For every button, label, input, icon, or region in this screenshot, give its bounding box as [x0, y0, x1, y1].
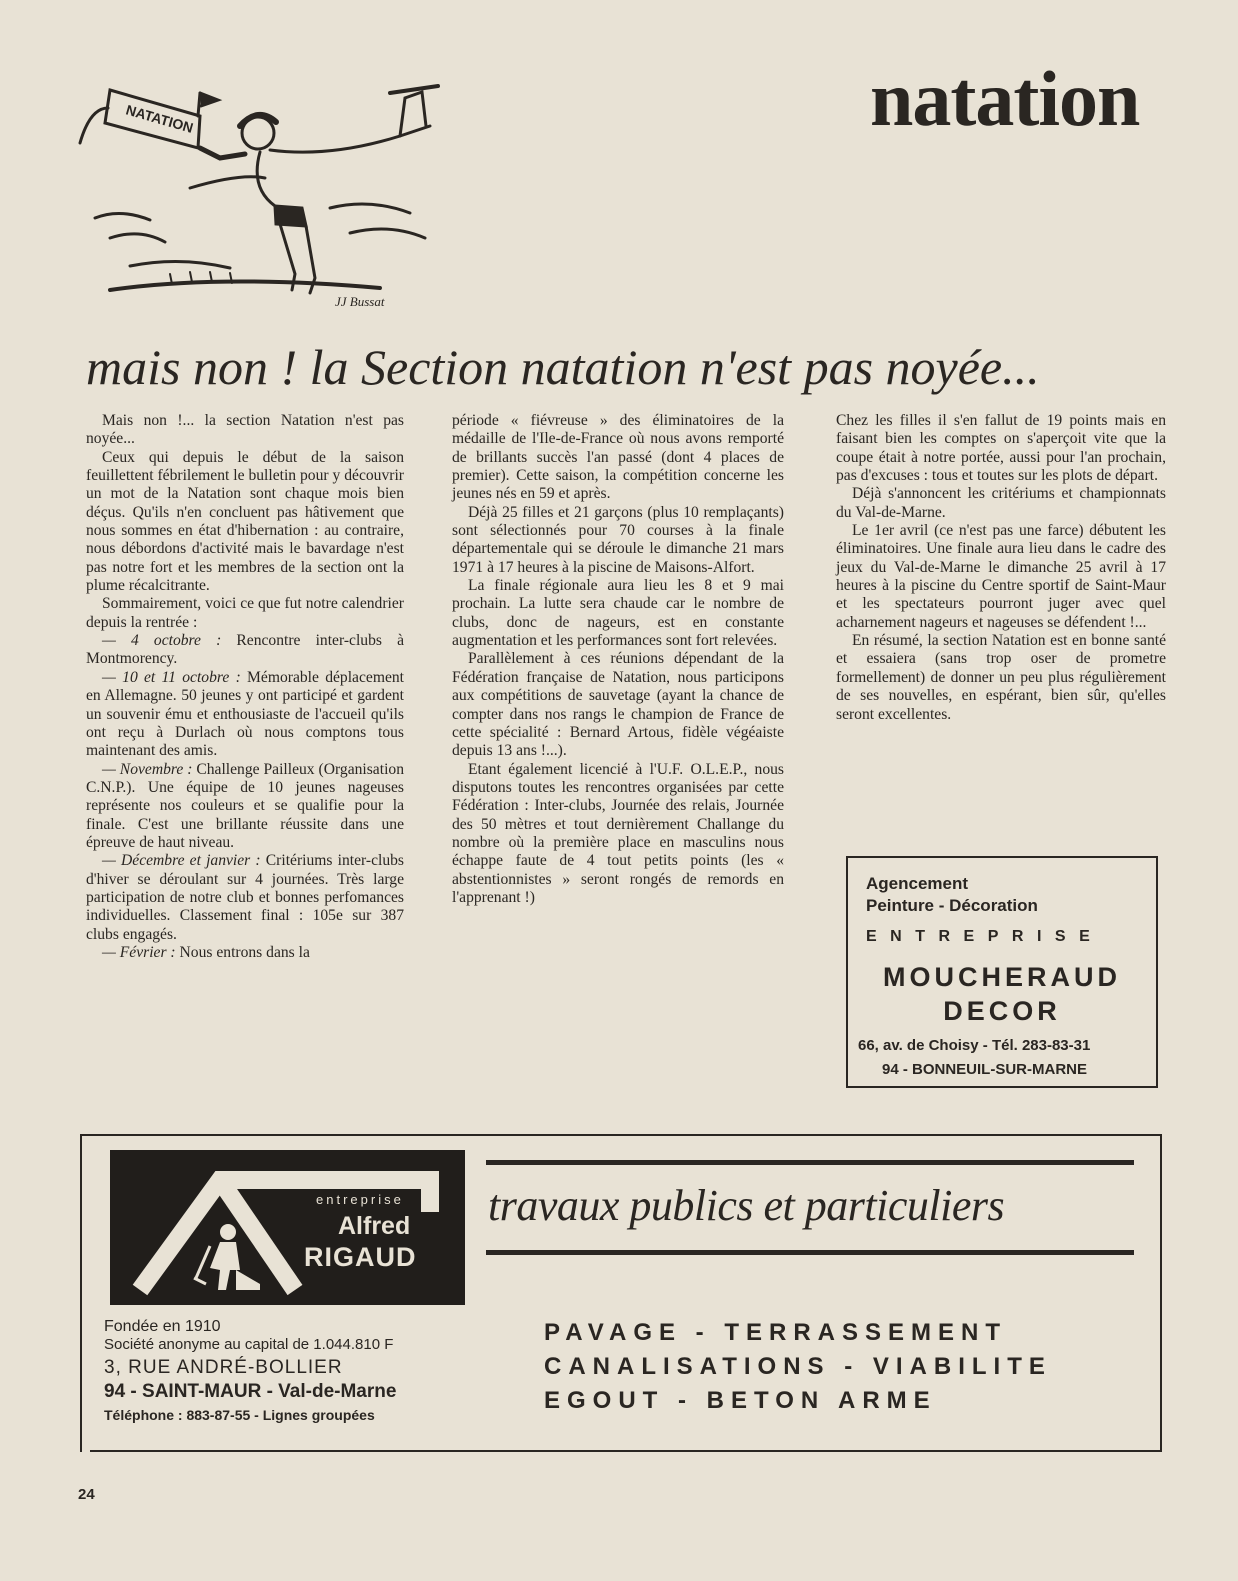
paragraph: Ceux qui depuis le début de la saison feuillettent fébrilement le bulletin pour y découvrir un mot de la Natation sont chaque mois bien déçus. Qu'ils n'en concluent pas hâtivement que nous sommes en état d'hibernation : au contraire, nous débordons d'activité mais le bavardage n'est pas notre fort et les membres de la section ont la plume récalcitrante.	[86, 448, 404, 595]
article-headline: mais non ! la Section natation n'est pas noyée...	[86, 339, 1040, 395]
founded-text: Fondée en 1910	[104, 1318, 221, 1335]
swimmer-illustration	[70, 78, 450, 316]
divider	[90, 1450, 1160, 1452]
paragraph: Déjà s'annoncent les critériums et championnats du Val-de-Marne.	[836, 485, 1166, 521]
page-number: 24	[78, 1486, 95, 1503]
paragraph: En résumé, la section Natation est en bonne santé et essaiera (sans trop oser de prometre formellement) de donner un peu plus régulièrement de ses nouvelles, en espérant, bien sûr, qu'elles seront excellentes.	[836, 632, 1166, 723]
rigaud-logo	[110, 1150, 465, 1305]
calendar-entry	[86, 852, 404, 944]
worker-icon	[110, 1150, 465, 1305]
advertisement-rigaud	[80, 1134, 1162, 1452]
capital-text: Société anonyme au capital de 1.044.810 F	[104, 1336, 394, 1353]
street-address: 3, RUE ANDRÉ-BOLLIER	[104, 1357, 343, 1378]
article-column-2	[452, 412, 784, 907]
artist-signature: JJ Bussat	[335, 294, 385, 309]
company-info	[104, 1318, 396, 1423]
advertisement-moucheraud	[846, 856, 1158, 1088]
entry-text: Challenge Pailleux (Organisation C.N.P.). Une équipe de 10 jeunes nageuses représente nos couleurs et se qualifie pour la finale. C'est une brillante réussite dans une épreuve de haut niveau.	[86, 760, 404, 851]
ad-line: Peinture - Décoration	[866, 896, 1038, 915]
entry-date: — 10 et 11 octobre :	[102, 668, 241, 686]
calendar-entry	[86, 632, 404, 669]
paragraph: Chez les filles il s'en fallut de 19 points mais en faisant bien les comptes on s'aperçoit vite que la coupe était à notre portée, aussi pour l'an prochain, pas d'excuses : tous et toutes sur les plots de départ.	[836, 412, 1166, 485]
service-line: CANALISATIONS - VIABILITE	[544, 1353, 1052, 1380]
section-title: natation	[870, 55, 1140, 142]
ad-tagline: travaux publics et particuliers	[488, 1181, 1005, 1230]
phone-number: Téléphone : 883-87-55 - Lignes groupées	[104, 1407, 375, 1423]
ad-address: 66, av. de Choisy - Tél. 283-83-31	[858, 1037, 1091, 1054]
ad-city: 94 - BONNEUIL-SUR-MARNE	[882, 1061, 1088, 1078]
ad-company-name: MOUCHERAUD	[883, 962, 1121, 992]
calendar-entry	[86, 761, 404, 853]
entry-date: — Décembre et janvier :	[102, 852, 261, 870]
entry-date: — Novembre :	[102, 760, 193, 778]
article-column-1	[86, 412, 404, 962]
paragraph: La finale régionale aura lieu les 8 et 9 mai prochain. La lutte sera chaude car le nombre de clubs, donc de nageurs, est en constante augmentation et les performances sont fort relevées.	[452, 577, 784, 650]
entry-text: Nous entrons dans la	[175, 943, 310, 961]
paragraph: Déjà 25 filles et 21 garçons (plus 10 remplaçants) sont sélectionnés pour 70 courses à la finale départementale qui se déroule le dimanche 21 mars 1971 à 17 heures à la piscine de Maisons-Alfort.	[452, 503, 784, 576]
logo-entreprise: entreprise	[316, 1192, 404, 1207]
services-list	[544, 1316, 1052, 1418]
entry-date: — 4 octobre :	[102, 632, 222, 650]
calendar-entry	[86, 669, 404, 761]
ad-company-name: DECOR	[943, 996, 1061, 1026]
entry-text: Mémorable déplacement en Allemagne. 50 jeunes y ont participé et gardent un souvenir ému et enthousiaste de l'accueil qu'ils ont reçu à Durlach où nous comptons tous maintenant des amis.	[86, 668, 405, 760]
banner-text: NATATION	[124, 101, 196, 136]
entry-text: Rencontre inter-clubs à Montmorency.	[86, 632, 404, 668]
ad-line: Agencement	[866, 874, 969, 893]
paragraph: Etant également licencié à l'U.F. O.L.E.P., nous disputons toutes les rencontres organisées par cette Fédération : Inter-clubs, Journée des relais, Journée des 50 mètres et tout dernièrement Challange du nombre où la première place en masculins nous échappe faute de 4 tout petits points (les « abstentionnistes » seront rongés de remords en l'apprenant !)	[452, 760, 784, 906]
entry-date: — Février :	[102, 943, 176, 961]
divider	[486, 1250, 1134, 1255]
paragraph: Sommairement, voici ce que fut notre calendrier depuis la rentrée :	[86, 595, 404, 631]
logo-first-name: Alfred	[338, 1212, 411, 1240]
paragraph: Mais non !... la section Natation n'est pas noyée...	[86, 412, 404, 448]
ad-entreprise-label: ENTREPRISE	[866, 928, 1104, 945]
service-line: PAVAGE - TERRASSEMENT	[544, 1319, 1008, 1346]
logo-last-name: RIGAUD	[304, 1242, 417, 1272]
divider	[486, 1160, 1134, 1165]
paragraph: période « fiévreuse » des éliminatoires de la médaille de l'Ile-de-France où nous avons remporté de brillants succès l'an passé (dont 4 places de premier). Cette saison, la compétition concerne les jeunes nés en 59 et après.	[452, 412, 784, 503]
calendar-entry	[86, 944, 404, 962]
city-address: 94 - SAINT-MAUR - Val-de-Marne	[104, 1381, 397, 1402]
article-column-3	[836, 412, 1166, 724]
service-line: EGOUT - BETON ARME	[544, 1387, 937, 1414]
entry-text: Critériums inter-clubs d'hiver se déroulant sur 4 journées. Très large participation de notre club et bonnes perfomances individuelles. Classement final : 105e sur 387 clubs engagés.	[86, 852, 404, 943]
paragraph: Le 1er avril (ce n'est pas une farce) débutent les éliminatoires. Une finale aura lieu dans le cadre des jeux du Val-de-Marne le dimanche 25 avril à 17 heures à la piscine du Centre sportif de Saint-Maur et les spectateurs pourront juger avec quel acharnement nageurs et nageuses se défendent !...	[836, 522, 1166, 631]
paragraph: Parallèlement à ces réunions dépendant de la Fédération française de Natation, nous participons aux compétitions de sauvetage (ayant la chance de compter dans nos rangs le champion de France de cette spécialité : Bernard Artous, fidèle végéaiste depuis 13 ans !...).	[452, 650, 784, 760]
